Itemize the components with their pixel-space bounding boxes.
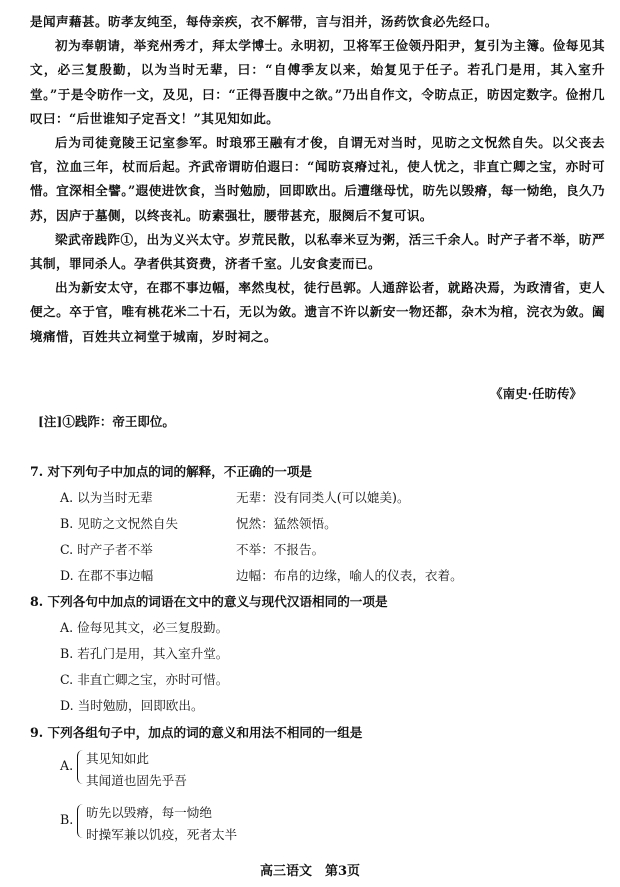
question-7-stem: 7. 对下列句子中加点的词的解释，不正确的一项是 <box>30 464 313 479</box>
annotation-note: [注]①践阼：帝王即位。 <box>38 414 175 429</box>
q9-group-a <box>60 748 380 788</box>
q8-option-a: A. 俭每见其文，必三复殷勤。 <box>60 620 229 635</box>
q9-group-a-line-2: 其闻道也固先乎吾 <box>86 773 187 788</box>
passage <box>30 10 605 349</box>
q9-group-b-line-1: 昉先以毁瘠，每一恸绝 <box>86 805 212 820</box>
q7-option-a: A. 以为当时无辈 <box>60 490 153 505</box>
q8-option-d: D. 当时勉励，回即欧出。 <box>60 698 204 713</box>
passage-source: 《南史·任昉传》 <box>490 386 582 401</box>
brace-icon <box>77 750 84 784</box>
passage-paragraph-5: 出为新安太守，在郡不事边幅，率然曳杖，徒行邑郭。人通辞讼者，就路决焉，为政清省，吏人便之。卒于官，唯有桃花米二十石，无以为敛。遗言不许以新安一物还都，杂木为棺，浣衣为敛。阖境痛惜，百姓共立祠堂于城南，岁时祠之。 <box>30 280 605 344</box>
q9-group-b-label: B. <box>60 812 74 827</box>
brace-icon <box>77 804 84 838</box>
q7-option-d: D. 在郡不事边幅 <box>60 568 154 583</box>
q8-option-c: C. 非直亡卿之宝，亦时可惜。 <box>60 672 229 687</box>
question-9-stem: 9. 下列各组句子中，加点的词的意义和用法不相同的一组是 <box>30 725 363 740</box>
q7-option-b: B. 见昉之文怳然自失 <box>60 516 179 531</box>
q9-group-a-line-1: 其见知如此 <box>86 751 149 766</box>
q9-group-b <box>60 802 380 842</box>
q7-option-b-gloss: 怳然：猛然领悟。 <box>236 516 337 531</box>
q7-option-d-gloss: 边幅：布帛的边缘，喻人的仪表，衣着。 <box>236 568 463 583</box>
page-footer: 高三语文 第3页 <box>259 864 361 879</box>
q7-option-c: C. 时产子者不举 <box>60 542 153 557</box>
q7-option-a-gloss: 无辈：没有同类人(可以媲美)。 <box>236 490 410 505</box>
q8-option-b: B. 若孔门是用，其入室升堂。 <box>60 646 229 661</box>
question-8-stem: 8. 下列各句中加点的词语在文中的意义与现代汉语相同的一项是 <box>30 594 388 609</box>
q9-group-a-label: A. <box>60 758 74 773</box>
q9-group-b-line-2: 时操军兼以饥疫，死者太半 <box>86 827 238 842</box>
passage-paragraph-3: 后为司徒竟陵王记室参军。时琅邪王融有才俊，自谓无对当时，见昉之文怳然自失。以父丧去官，泣血三年，杖而后起。齐武帝谓昉伯遐曰：“闻昉哀瘠过礼，使人忧之，非直亡卿之宝，亦时可惜。宜深相全譬。”遐使进饮食，当时勉励，回即欧出。后遭继母忧，昉先以毁瘠，每一恸绝，良久乃苏，因庐于墓侧，以终丧礼。昉素强壮，腰带甚充，服阕后不复可识。 <box>30 135 605 223</box>
passage-paragraph-4: 梁武帝践阼①，出为义兴太守。岁荒民散，以私奉米豆为粥，活三千余人。时产子者不举，昉严其制，罪同杀人。孕者供其资费，济者千室。儿安食麦而已。 <box>30 231 605 272</box>
passage-paragraph-1: 是闻声藉甚。昉孝友纯至，每侍亲疾，衣不解带，言与泪并，汤药饮食必先经口。 <box>30 14 498 29</box>
passage-paragraph-2: 初为奉朝请，举兖州秀才，拜太学博士。永明初，卫将军王俭领丹阳尹，复引为主簿。俭每见其文，必三复殷勤，以为当时无辈，曰：“自傅季友以来，始复见于任子。若孔门是用，其入室升堂。”于是令昉作一文，及见，曰：“正得吾腹中之欲。”乃出自作文，令昉点正，昉因定数字。俭拊几叹曰：“后世谁知子定吾文！”其见知如此。 <box>30 38 605 126</box>
q7-option-c-gloss: 不举：不报告。 <box>236 542 325 557</box>
